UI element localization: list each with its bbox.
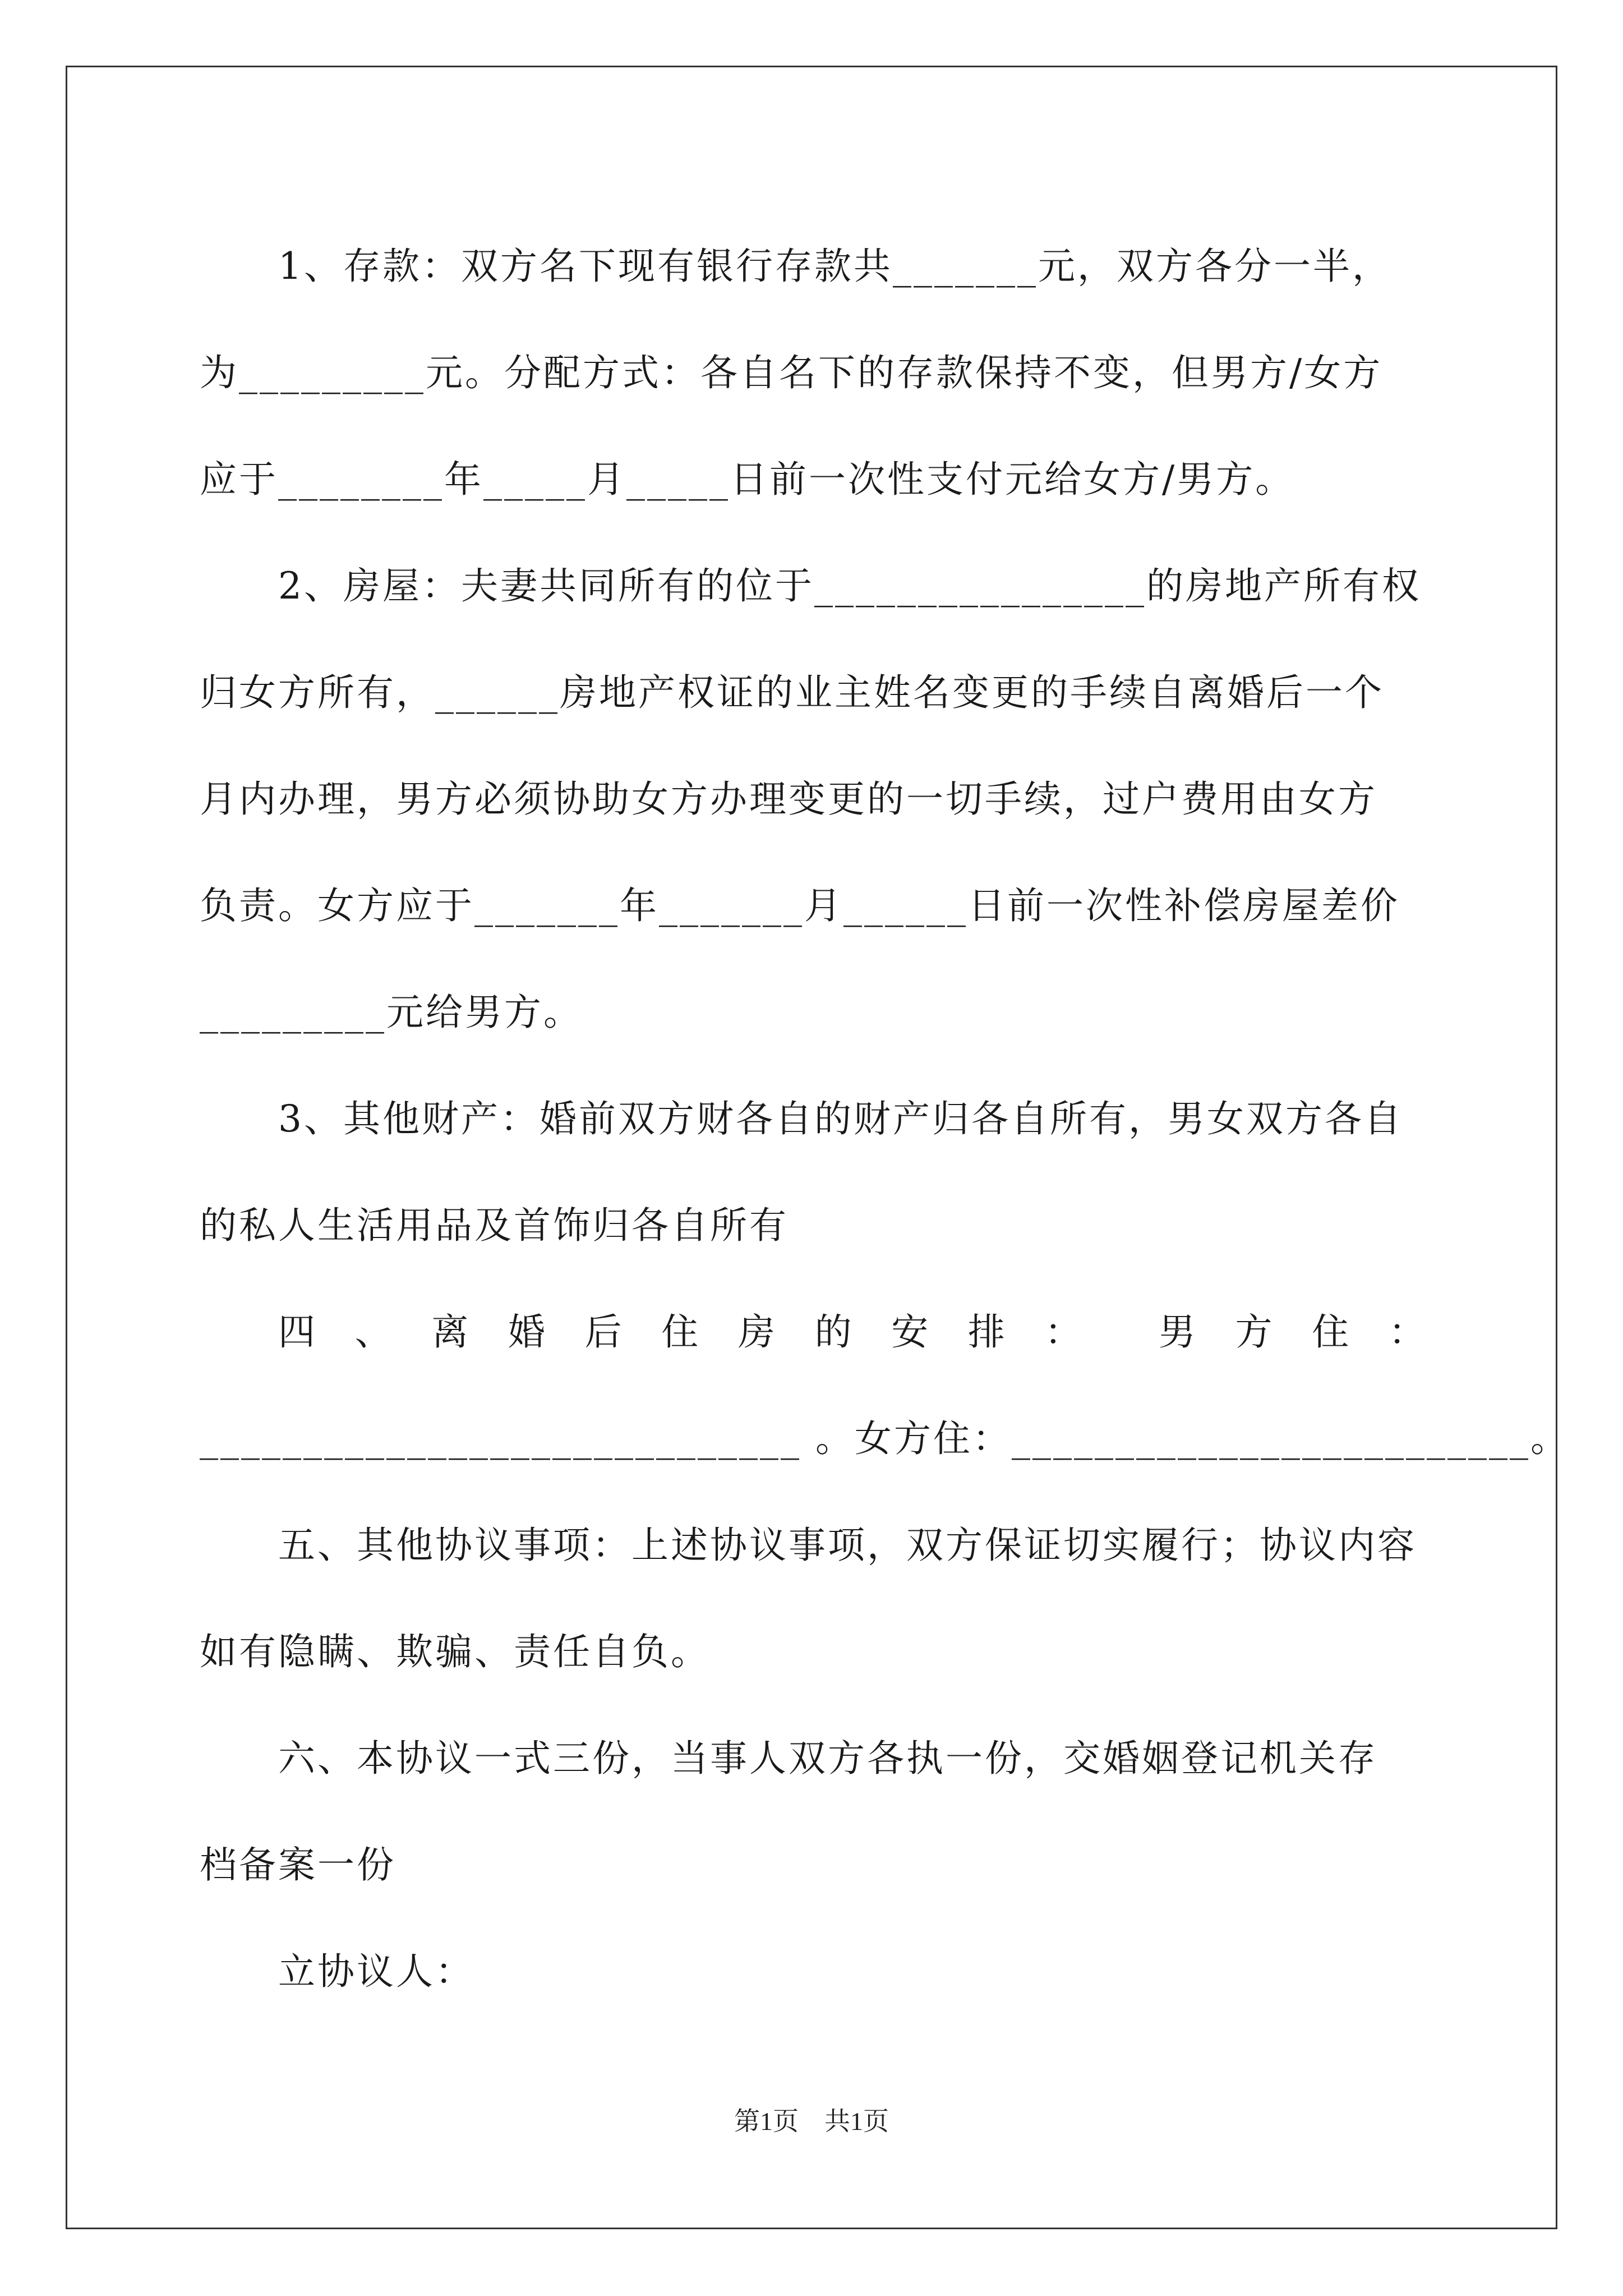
housing-char: 婚 <box>508 1310 547 1354</box>
paragraph-house-line-4: 负责。女方应于_______年_______月______日前一次性补偿房屋差价 <box>200 884 1400 927</box>
housing-char: 、 <box>354 1310 394 1354</box>
page-footer: 第1页 共1页 <box>734 2107 889 2136</box>
housing-char: 住 <box>1312 1310 1352 1354</box>
paragraph-other-matters-line-2: 如有隐瞒、欺骗、责任自负。 <box>200 1630 710 1673</box>
housing-char: 后 <box>584 1310 624 1354</box>
paragraph-house-line-1: 2、房屋：夫妻共同所有的位于________________的房地产所有权 <box>278 564 1421 608</box>
paragraph-other-property-line-1: 3、其他财产：婚前双方财各自的财产归各自所有，男女双方各自 <box>278 1097 1403 1140</box>
paragraph-deposit-line-3: 应于________年_____月_____日前一次性支付元给女方/男方。 <box>200 458 1295 501</box>
document-body <box>200 213 1570 2025</box>
housing-char: 房 <box>737 1310 777 1354</box>
paragraph-housing-arrangement-line-2: _____________________________ 。女方住：_________________________。 <box>200 1417 1570 1460</box>
paragraph-house-line-5: _________元给男方。 <box>200 991 583 1034</box>
paragraph-housing-arrangement-line-1 <box>200 1279 1428 1386</box>
paragraph-house-line-3: 月内办理，男方必须协助女方办理变更的一切手续，过户费用由女方 <box>200 777 1377 821</box>
signatory-label: 立协议人： <box>278 1950 474 1993</box>
paragraph-copies-line-2: 档备案一份 <box>200 1843 396 1887</box>
housing-char: 的 <box>814 1310 854 1354</box>
housing-char: 方 <box>1235 1310 1275 1354</box>
paragraph-other-matters-line-1: 五、其他协议事项：上述协议事项，双方保证切实履行；协议内容 <box>278 1524 1417 1567</box>
housing-char: 离 <box>431 1310 471 1354</box>
paragraph-deposit-line-2: 为_________元。分配方式：各自名下的存款保持不变，但男方/女方 <box>200 351 1383 394</box>
paragraph-other-property-line-2: 的私人生活用品及首饰归各自所有 <box>200 1204 789 1247</box>
housing-char: 男 <box>1158 1310 1198 1354</box>
housing-char: 住 <box>661 1310 701 1354</box>
paragraph-house-line-2: 归女方所有，______房地产权证的业主姓名变更的手续自离婚后一个 <box>200 671 1384 714</box>
paragraph-copies-line-1: 六、本协议一式三份，当事人双方各执一份，交婚姻登记机关存 <box>278 1737 1377 1780</box>
housing-char: 排 <box>967 1310 1007 1354</box>
housing-char: 四 <box>278 1310 317 1354</box>
housing-char: ： <box>1388 1310 1428 1354</box>
housing-char: ： <box>1044 1310 1084 1354</box>
paragraph-deposit-line-1: 1、存款：双方名下现有银行存款共_______元，双方各分一半， <box>278 245 1391 288</box>
housing-char: 安 <box>891 1310 931 1354</box>
